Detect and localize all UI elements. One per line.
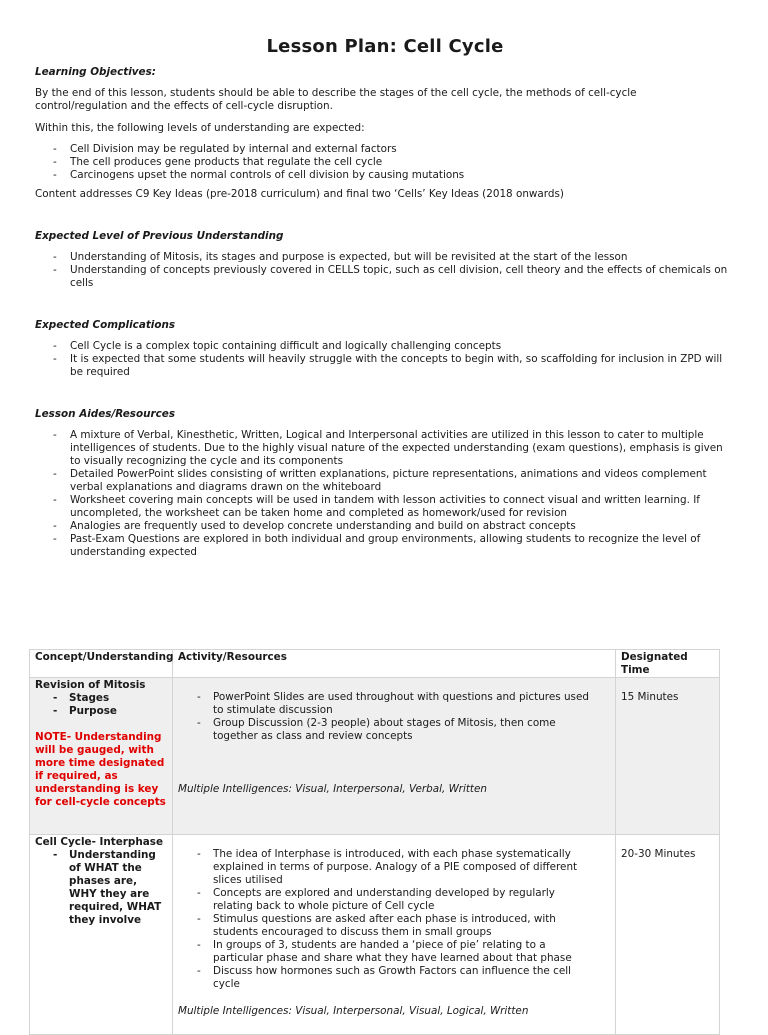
levels-intro: Within this, the following levels of understanding are expected:	[35, 122, 365, 134]
previous-heading: Expected Level of Previous Understanding	[35, 230, 284, 242]
content-note: Content addresses C9 Key Ideas (pre-2018 curriculum) and final two ‘Cells’ Key Ideas (2018 onwards)	[35, 188, 564, 200]
list-item: - It is expected that some students will heavily struggle with the concepts to begin with, so scaffolding for inclusion in ZPD will be required	[35, 353, 735, 379]
concept-list	[35, 692, 167, 718]
list-item: - PowerPoint Slides are used throughout with questions and pictures used to stimulate discussion	[178, 691, 610, 717]
levels-list	[35, 143, 735, 182]
time-value: 15 Minutes	[621, 691, 679, 703]
column-header: Designated Time	[616, 650, 720, 678]
complications-heading: Expected Complications	[35, 319, 176, 331]
list-item: - Stimulus questions are asked after each phase is introduced, with students encouraged to discuss them in small groups	[178, 913, 610, 939]
resources-heading: Lesson Aides/Resources	[35, 408, 176, 420]
list-item: - Worksheet covering main concepts will be used in tandem with lesson activities to connect visual and written learning. If uncompleted, the worksheet can be taken home and completed as homework/used for revision	[35, 494, 735, 520]
list-item: - Discuss how hormones such as Growth Factors can influence the cell cycle	[178, 965, 610, 991]
table-header-row	[30, 650, 720, 678]
activity-cell	[173, 835, 616, 1035]
list-item: - Past-Exam Questions are explored in both individual and group environments, allowing students to recognize the level of understanding expected	[35, 533, 735, 559]
list-item: - Understanding of concepts previously covered in CELLS topic, such as cell division, cell theory and the effects of chemicals on cells	[35, 264, 735, 290]
list-item: - Detailed PowerPoint slides consisting of written explanations, picture representations, animations and videos complement verbal explanations and diagrams drawn on the whiteboard	[35, 468, 735, 494]
note-text: NOTE- Understanding will be gauged, with more time designated if required, as understanding is key for cell-cycle concepts	[35, 731, 166, 808]
list-item: - Purpose	[35, 705, 167, 718]
list-item: - Analogies are frequently used to develop concrete understanding and build on abstract concepts	[35, 520, 735, 533]
lesson-plan-table	[29, 649, 720, 1035]
list-item: - Understanding of Mitosis, its stages and purpose is expected, but will be revisited at the start of the lesson	[35, 251, 735, 264]
time-cell	[616, 835, 720, 1035]
table-row	[30, 835, 720, 1035]
list-item: - In groups of 3, students are handed a ‘piece of pie’ relating to a particular phase and share what they have learned about that phase	[178, 939, 610, 965]
list-item: - A mixture of Verbal, Kinesthetic, Written, Logical and Interpersonal activities are utilized in this lesson to cater to multiple intelligences of students. Due to the highly visual nature of the expected understanding (exam questions), emphasis is given to visually recognizing the cycle and its components	[35, 429, 735, 468]
list-item: - Cell Division may be regulated by internal and external factors	[35, 143, 735, 156]
activity-cell	[173, 678, 616, 835]
activity-list	[178, 691, 610, 743]
previous-list	[35, 251, 735, 290]
concept-cell	[30, 678, 173, 835]
concept-title: Cell Cycle- Interphase	[35, 836, 163, 848]
list-item: - Concepts are explored and understanding developed by regularly relating back to whole picture of Cell cycle	[178, 887, 610, 913]
page-title: Lesson Plan: Cell Cycle	[266, 36, 504, 57]
activity-list	[178, 848, 610, 991]
objectives-heading: Learning Objectives:	[35, 66, 156, 78]
column-header: Activity/Resources	[173, 650, 616, 678]
objectives-intro: By the end of this lesson, students should be able to describe the stages of the cell cycle, the methods of cell-cycle control/regulation and the effects of cell-cycle disruption.	[35, 87, 637, 112]
list-item: - Cell Cycle is a complex topic containing difficult and logically challenging concepts	[35, 340, 735, 353]
concept-title: Revision of Mitosis	[35, 679, 146, 691]
column-header: Concept/Understanding	[30, 650, 173, 678]
list-item: - Understanding of WHAT the phases are, WHY they are required, WHAT they involve	[35, 849, 167, 927]
complications-list	[35, 340, 735, 379]
intelligences-text: Multiple Intelligences: Visual, Interpersonal, Verbal, Written	[178, 783, 487, 795]
concept-cell	[30, 835, 173, 1035]
table-row	[30, 678, 720, 835]
time-cell	[616, 678, 720, 835]
resources-list	[35, 429, 735, 559]
list-item: - The idea of Interphase is introduced, with each phase systematically explained in terms of purpose. Analogy of a PIE composed of different slices utilised	[178, 848, 610, 887]
concept-list	[35, 849, 167, 927]
list-item: - Group Discussion (2-3 people) about stages of Mitosis, then come together as class and review concepts	[178, 717, 610, 743]
intelligences-text: Multiple Intelligences: Visual, Interpersonal, Visual, Logical, Written	[178, 1005, 529, 1017]
time-value: 20-30 Minutes	[621, 848, 696, 860]
list-item: - Carcinogens upset the normal controls of cell division by causing mutations	[35, 169, 735, 182]
list-item: - Stages	[35, 692, 167, 705]
list-item: - The cell produces gene products that regulate the cell cycle	[35, 156, 735, 169]
